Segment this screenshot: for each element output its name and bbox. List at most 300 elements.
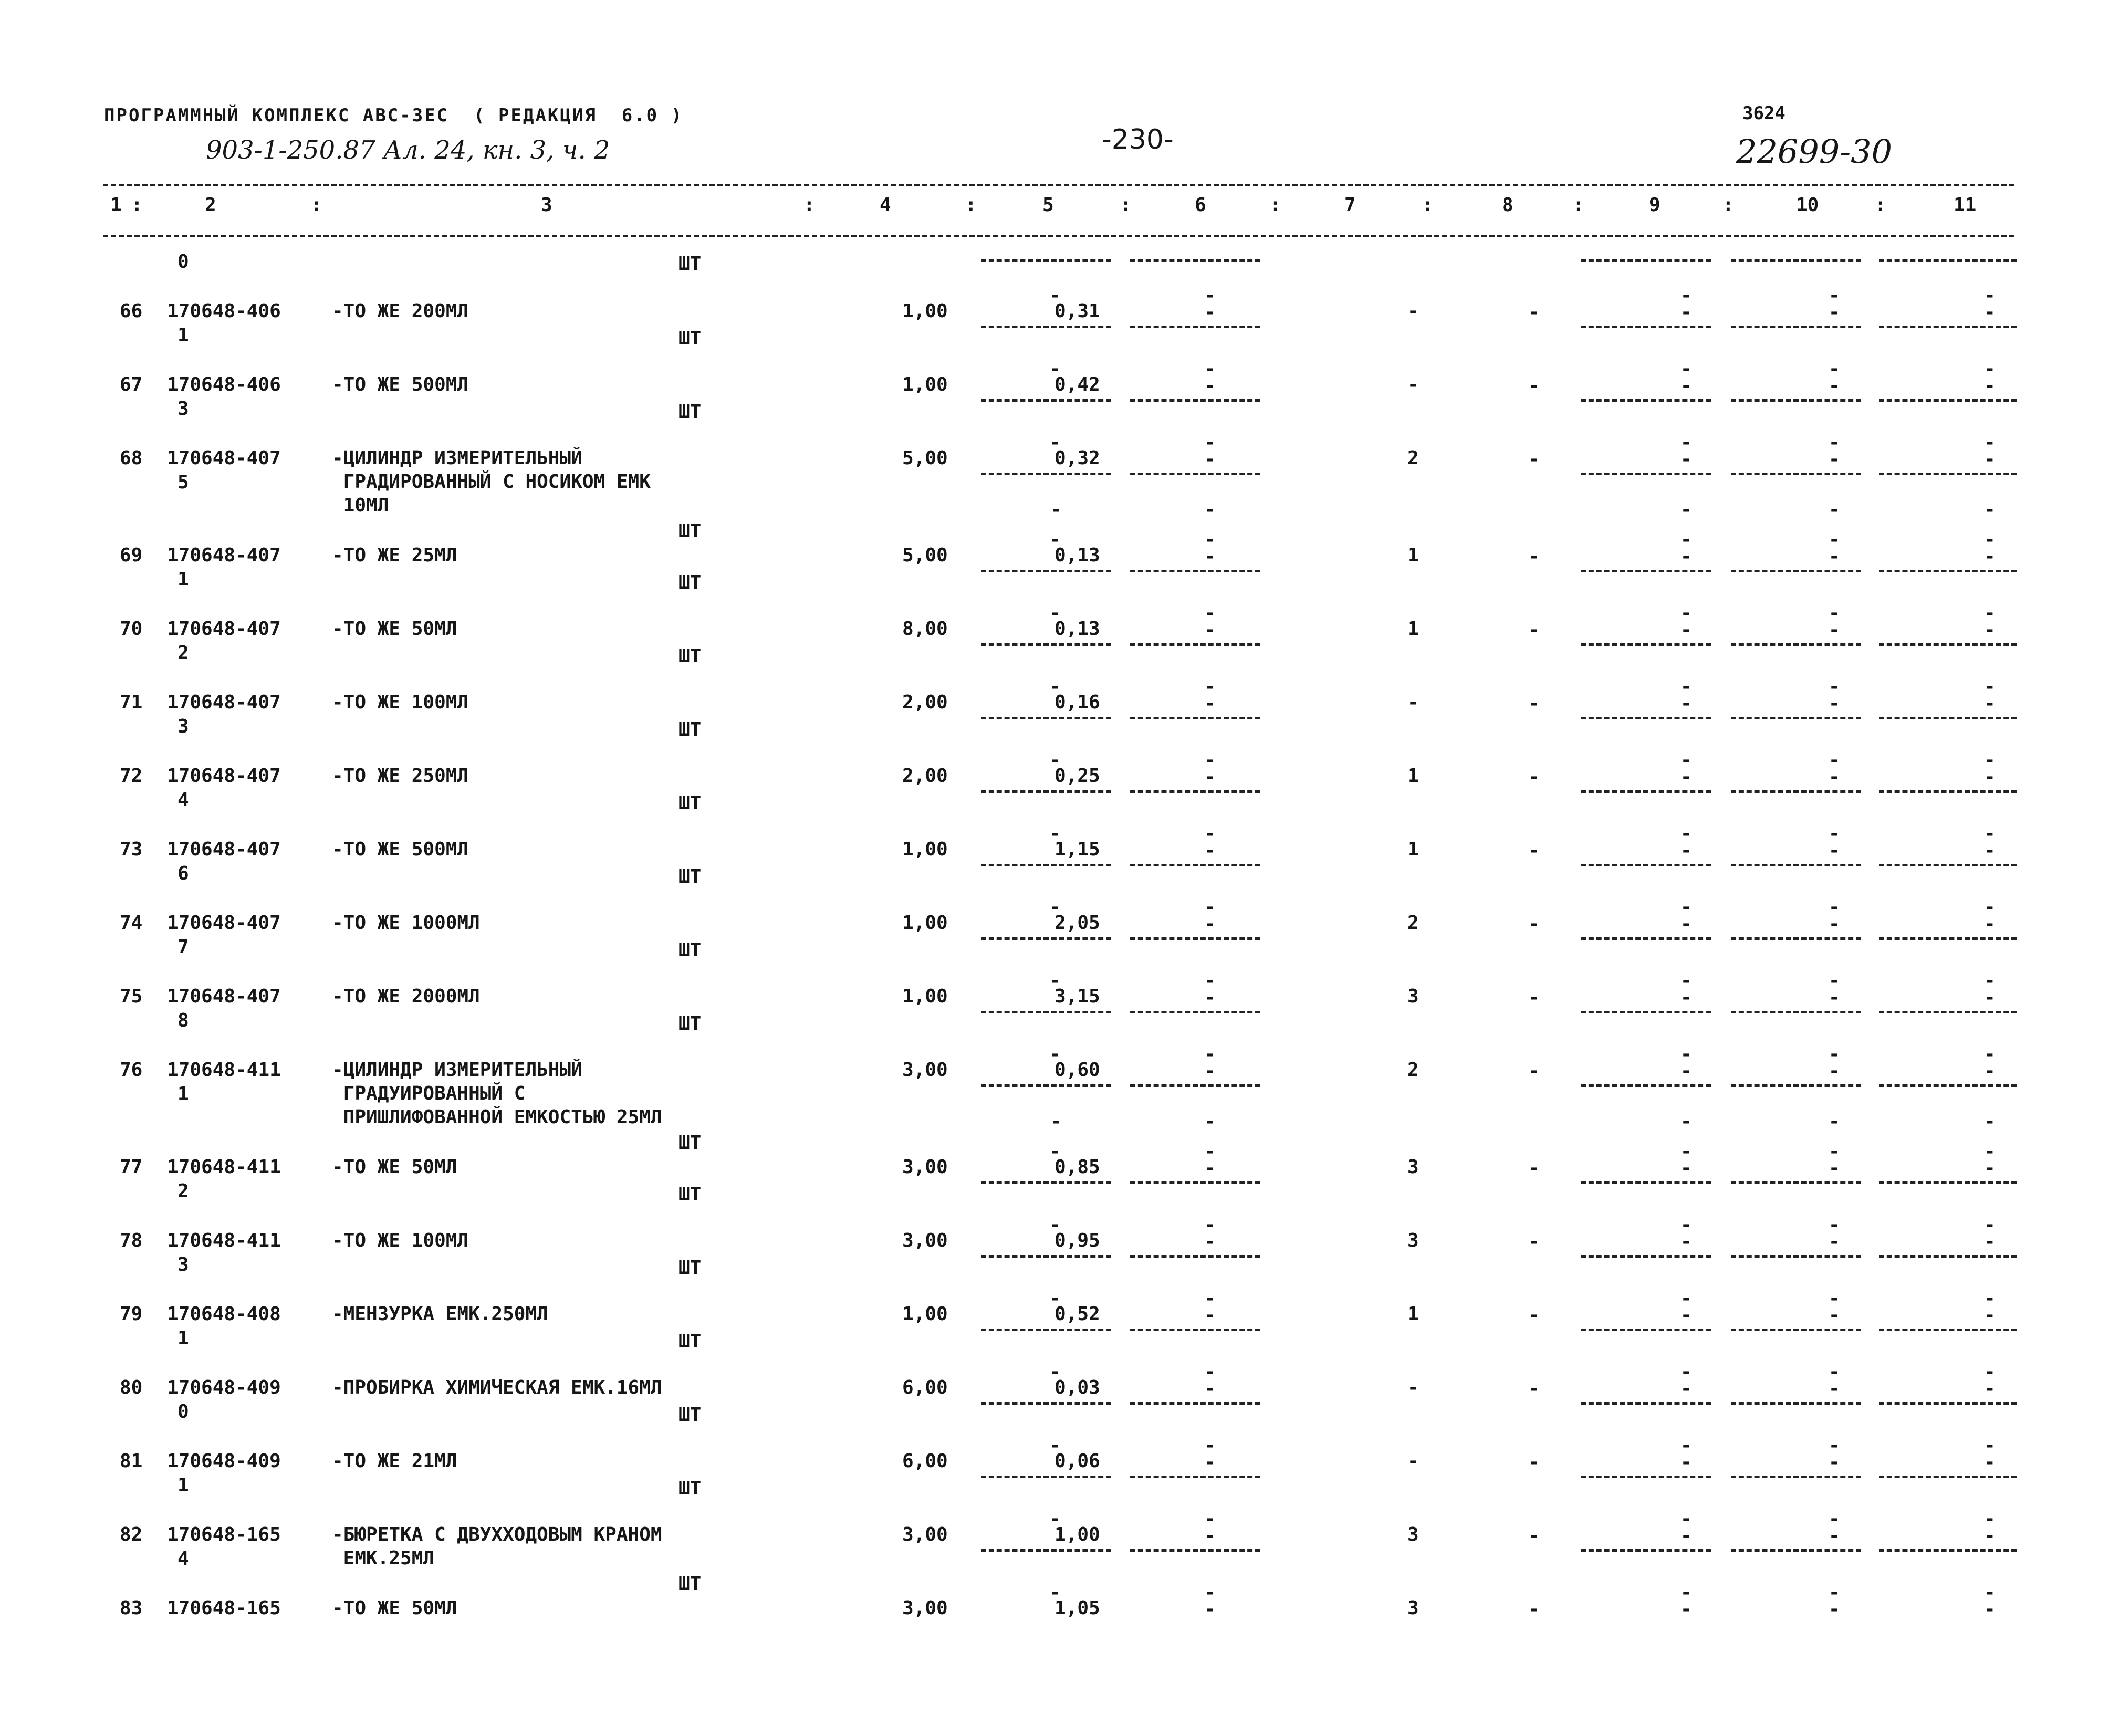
dashed-divider — [1130, 473, 1260, 475]
dash-mark: - — [1984, 896, 1996, 918]
column-7-value: 2 — [1407, 912, 1419, 934]
dash-mark: - — [1984, 602, 1996, 624]
dashed-divider — [1130, 1329, 1260, 1331]
unit-cost: 0,52 — [1054, 1303, 1100, 1325]
dash-mark: - — [1829, 358, 1840, 380]
column-7-value: 3 — [1407, 1524, 1419, 1545]
dash-mark: - — [1049, 970, 1061, 991]
dashed-divider — [1130, 326, 1260, 328]
dashed-divider — [1130, 937, 1260, 940]
dash-mark: - — [1528, 546, 1540, 567]
dash-mark: - — [1528, 448, 1540, 470]
quantity: 1,00 — [902, 839, 948, 860]
item-unit: ШТ — [678, 328, 702, 349]
dashed-divider — [981, 399, 1111, 402]
dash-mark: - — [1049, 1435, 1061, 1456]
unit-cost: 1,05 — [1054, 1597, 1100, 1619]
dash-mark: - — [1984, 1214, 1996, 1236]
dash-mark: - — [1049, 749, 1061, 771]
dash-mark: - — [1204, 1361, 1216, 1383]
item-unit: ШТ — [678, 1331, 702, 1352]
item-name: -ТО ЖЕ 100МЛ — [332, 1230, 469, 1251]
item-name: -ТО ЖЕ 50МЛ — [332, 618, 457, 640]
dashed-divider — [1581, 1255, 1711, 1258]
item-name: -ТО ЖЕ 50МЛ — [332, 1156, 457, 1178]
dashed-divider — [1130, 717, 1260, 719]
dash-mark: - — [1829, 529, 1840, 550]
row-number: 70 — [120, 618, 143, 640]
dashed-divider — [1731, 399, 1861, 402]
dashed-divider — [1731, 259, 1861, 262]
unit-cost: 3,15 — [1054, 986, 1100, 1007]
dashed-divider — [1130, 399, 1260, 402]
dash-mark: - — [1049, 285, 1061, 306]
unit-cost: 0,32 — [1054, 447, 1100, 469]
dash-mark: - — [1680, 301, 1692, 323]
row-number: 82 — [120, 1524, 143, 1545]
quantity: 1,00 — [902, 374, 948, 395]
dash-mark: - — [1680, 285, 1692, 306]
code-suffix: 3 — [178, 1254, 189, 1275]
dash-mark: - — [1984, 1060, 1996, 1082]
column-7-value: - — [1407, 1377, 1419, 1398]
dash-mark: - — [1984, 1304, 1996, 1326]
dash-mark: - — [1984, 766, 1996, 788]
dash-mark: - — [1680, 970, 1692, 991]
material-code: 170648-411 — [167, 1156, 281, 1178]
dash-mark: - — [1829, 1435, 1840, 1456]
dash-mark: - — [1204, 1288, 1216, 1309]
dash-mark: - — [1204, 1060, 1216, 1082]
item-name: -ТО ЖЕ 500МЛ — [332, 839, 469, 860]
column-7-value: 1 — [1407, 839, 1419, 860]
dash-mark: - — [1984, 285, 1996, 306]
dash-mark: - — [1528, 1525, 1540, 1546]
dash-mark: - — [1204, 913, 1216, 935]
dash-mark: - — [1049, 1043, 1061, 1065]
material-code: 170648-407 — [167, 618, 281, 640]
dash-mark: - — [1528, 913, 1540, 935]
dashed-divider — [981, 864, 1111, 866]
dashed-divider — [1581, 399, 1711, 402]
dash-mark: - — [1984, 823, 1996, 844]
dash-mark: - — [1204, 766, 1216, 788]
row-number: 76 — [120, 1059, 143, 1081]
column-separator: : — [1270, 194, 1281, 216]
dashed-divider — [1581, 259, 1711, 262]
dash-mark: - — [1829, 896, 1840, 918]
column-7-value: 1 — [1407, 1303, 1419, 1325]
table-top-rule — [103, 184, 2014, 186]
column-7-value: 2 — [1407, 447, 1419, 469]
code-suffix: 2 — [178, 642, 189, 664]
dash-mark: - — [1984, 1508, 1996, 1530]
column-7-value: - — [1407, 300, 1419, 322]
column-header-6: 6 — [1195, 194, 1206, 216]
item-unit: ШТ — [678, 939, 702, 961]
dashed-divider — [1130, 864, 1260, 866]
dashed-divider — [1581, 473, 1711, 475]
unit-cost: 0,31 — [1054, 300, 1100, 322]
dash-mark: - — [1829, 1378, 1840, 1399]
item-name: -БЮРЕТКА С ДВУХХОДОВЫМ КРАНОМ ЕМК.25МЛ — [332, 1524, 662, 1569]
dashed-divider — [981, 326, 1111, 328]
dash-mark: - — [1204, 749, 1216, 771]
material-code: 170648-408 — [167, 1303, 281, 1325]
row-number: 80 — [120, 1377, 143, 1398]
dashed-divider — [981, 1084, 1111, 1087]
dash-mark: - — [1204, 499, 1216, 520]
dash-mark: - — [1984, 970, 1996, 991]
column-7-value: - — [1407, 374, 1419, 395]
dash-mark: - — [1984, 358, 1996, 380]
column-header-11: 11 — [1954, 194, 1977, 216]
quantity: 3,00 — [902, 1059, 948, 1081]
dash-mark: - — [1204, 970, 1216, 991]
dashed-divider — [1879, 326, 2017, 328]
page-number: -230- — [1102, 124, 1174, 155]
dash-mark: - — [1984, 749, 1996, 771]
unit-cost: 1,15 — [1054, 839, 1100, 860]
dashed-divider — [1731, 1011, 1861, 1013]
dash-mark: - — [1984, 1111, 1996, 1132]
code-suffix: 5 — [178, 472, 189, 493]
material-code: 170648-407 — [167, 545, 281, 566]
dash-mark: - — [1829, 1288, 1840, 1309]
dash-mark: - — [1680, 529, 1692, 550]
dash-mark: - — [1829, 1304, 1840, 1326]
dash-mark: - — [1984, 693, 1996, 714]
column-7-value: 1 — [1407, 765, 1419, 787]
dash-mark: - — [1204, 375, 1216, 396]
row-number: 74 — [120, 912, 143, 934]
dash-mark: - — [1528, 766, 1540, 788]
row-number: 79 — [120, 1303, 143, 1325]
dash-mark: - — [1984, 1378, 1996, 1399]
material-code: 170648-406 — [167, 300, 281, 322]
dash-mark: - — [1680, 448, 1692, 470]
column-separator: : — [311, 194, 322, 216]
dash-mark: - — [1829, 546, 1840, 567]
dash-mark: - — [1680, 1598, 1692, 1620]
dash-mark: - — [1528, 301, 1540, 323]
dash-mark: - — [1680, 1214, 1692, 1236]
material-code: 170648-409 — [167, 1377, 281, 1398]
dashed-divider — [1879, 1084, 2017, 1087]
continued-row-number: 0 — [178, 251, 189, 273]
dash-mark: - — [1049, 1214, 1061, 1236]
column-separator: : — [1120, 194, 1132, 216]
dashed-divider — [981, 1329, 1111, 1331]
dash-mark: - — [1528, 693, 1540, 714]
dash-mark: - — [1680, 896, 1692, 918]
dashed-divider — [1879, 937, 2017, 940]
dashed-divider — [1130, 570, 1260, 572]
dash-mark: - — [1049, 1508, 1061, 1530]
unit-cost: 2,05 — [1054, 912, 1100, 934]
material-code: 170648-165 — [167, 1597, 281, 1619]
dash-mark: - — [1680, 619, 1692, 641]
code-suffix: 1 — [178, 1474, 189, 1496]
dash-mark: - — [1984, 1157, 1996, 1179]
row-number: 78 — [120, 1230, 143, 1251]
unit-cost: 0,60 — [1054, 1059, 1100, 1081]
dashed-divider — [1879, 790, 2017, 793]
item-name: -ТО ЖЕ 25МЛ — [332, 545, 457, 566]
item-unit: ШТ — [678, 1573, 702, 1595]
quantity: 5,00 — [902, 545, 948, 566]
dash-mark: - — [1204, 1435, 1216, 1456]
dash-mark: - — [1829, 1451, 1840, 1473]
item-name: -ТО ЖЕ 50МЛ — [332, 1597, 457, 1619]
material-code: 170648-411 — [167, 1059, 281, 1081]
column-header-3: 3 — [541, 194, 552, 216]
dash-mark: - — [1204, 1157, 1216, 1179]
dash-mark: - — [1204, 546, 1216, 567]
dashed-divider — [1130, 1402, 1260, 1405]
dash-mark: - — [1528, 619, 1540, 641]
item-name: -ТО ЖЕ 21МЛ — [332, 1450, 457, 1472]
dashed-divider — [981, 937, 1111, 940]
dash-mark: - — [1984, 1288, 1996, 1309]
dashed-divider — [1581, 1329, 1711, 1331]
dash-mark: - — [1204, 1304, 1216, 1326]
column-separator: : — [1875, 194, 1886, 216]
dashed-divider — [1879, 570, 2017, 572]
dash-mark: - — [1984, 1435, 1996, 1456]
dash-mark: - — [1680, 693, 1692, 714]
material-code: 170648-165 — [167, 1524, 281, 1545]
dashed-divider — [1731, 326, 1861, 328]
dash-mark: - — [1050, 499, 1062, 520]
item-unit: ШТ — [678, 401, 702, 423]
item-unit: ШТ — [678, 1404, 702, 1426]
unit-cost: 0,85 — [1054, 1156, 1100, 1178]
dash-mark: - — [1984, 301, 1996, 323]
dashed-divider — [981, 1181, 1111, 1184]
dashed-divider — [981, 1011, 1111, 1013]
code-suffix: 6 — [178, 863, 189, 884]
row-number: 72 — [120, 765, 143, 787]
dash-mark: - — [1680, 987, 1692, 1008]
dash-mark: - — [1680, 1231, 1692, 1252]
dash-mark: - — [1680, 1582, 1692, 1603]
code-suffix: 1 — [178, 1327, 189, 1349]
item-name: -ТО ЖЕ 100МЛ — [332, 692, 469, 713]
dash-mark: - — [1984, 1141, 1996, 1162]
item-unit: ШТ — [678, 1478, 702, 1499]
column-separator: : — [965, 194, 977, 216]
dash-mark: - — [1829, 619, 1840, 641]
dash-mark: - — [1829, 749, 1840, 771]
dash-mark: - — [1204, 987, 1216, 1008]
item-unit: ШТ — [678, 792, 702, 814]
dash-mark: - — [1204, 1111, 1216, 1132]
dash-mark: - — [1204, 432, 1216, 453]
dashed-divider — [1879, 473, 2017, 475]
dashed-divider — [1879, 1549, 2017, 1552]
dash-mark: - — [1984, 499, 1996, 520]
dashed-divider — [1731, 473, 1861, 475]
dash-mark: - — [1829, 448, 1840, 470]
dashed-divider — [1581, 937, 1711, 940]
dash-mark: - — [1680, 913, 1692, 935]
code-suffix: 3 — [178, 398, 189, 420]
dash-mark: - — [1984, 1231, 1996, 1252]
dashed-divider — [981, 717, 1111, 719]
item-name: -ПРОБИРКА ХИМИЧЕСКАЯ ЕМК.16МЛ — [332, 1377, 662, 1398]
table-header-rule — [103, 235, 2014, 237]
dashed-divider — [1581, 1011, 1711, 1013]
dashed-divider — [1581, 717, 1711, 719]
dashed-divider — [981, 570, 1111, 572]
material-code: 170648-407 — [167, 692, 281, 713]
dash-mark: - — [1680, 1525, 1692, 1546]
code-suffix: 1 — [178, 325, 189, 346]
dash-mark: - — [1680, 1304, 1692, 1326]
column-separator: : — [1573, 194, 1584, 216]
column-separator: : — [803, 194, 815, 216]
dash-mark: - — [1204, 529, 1216, 550]
continued-row-unit: ШТ — [678, 253, 702, 275]
code-suffix: 0 — [178, 1401, 189, 1423]
dash-mark: - — [1049, 432, 1061, 453]
dashed-divider — [1581, 326, 1711, 328]
dashed-divider — [1731, 1084, 1861, 1087]
dash-mark: - — [1528, 1598, 1540, 1620]
dash-mark: - — [1049, 676, 1061, 697]
dash-mark: - — [1204, 301, 1216, 323]
item-name: -МЕНЗУРКА ЕМК.250МЛ — [332, 1303, 548, 1325]
dashed-divider — [1581, 1402, 1711, 1405]
dash-mark: - — [1829, 987, 1840, 1008]
column-header-1: 1 — [110, 194, 122, 216]
row-number: 68 — [120, 447, 143, 469]
dash-mark: - — [1204, 1231, 1216, 1252]
unit-cost: 0,16 — [1054, 692, 1100, 713]
item-name: -ЦИЛИНДР ИЗМЕРИТЕЛЬНЫЙ ГРАДУИРОВАННЫЙ С ПРИШЛИФОВАННОЙ ЕМКОСТЬЮ 25МЛ — [332, 1059, 662, 1128]
dash-mark: - — [1528, 840, 1540, 861]
dash-mark: - — [1984, 987, 1996, 1008]
code-suffix: 4 — [178, 1548, 189, 1570]
dashed-divider — [1879, 1329, 2017, 1331]
material-code: 170648-407 — [167, 839, 281, 860]
dash-mark: - — [1680, 1361, 1692, 1383]
dashed-divider — [1130, 259, 1260, 262]
dashed-divider — [1731, 1329, 1861, 1331]
code-suffix: 1 — [178, 1083, 189, 1105]
dash-mark: - — [1829, 970, 1840, 991]
dash-mark: - — [1204, 1214, 1216, 1236]
material-code: 170648-406 — [167, 374, 281, 395]
dash-mark: - — [1528, 1451, 1540, 1473]
dash-mark: - — [1204, 1508, 1216, 1530]
dash-mark: - — [1829, 823, 1840, 844]
dash-mark: - — [1829, 1141, 1840, 1162]
dashed-divider — [1130, 790, 1260, 793]
dashed-divider — [1879, 259, 2017, 262]
item-unit: ШТ — [678, 645, 702, 667]
dash-mark: - — [1680, 358, 1692, 380]
dash-mark: - — [1680, 1060, 1692, 1082]
dash-mark: - — [1680, 1508, 1692, 1530]
column-7-value: 1 — [1407, 618, 1419, 640]
dash-mark: - — [1049, 1582, 1061, 1603]
dash-mark: - — [1829, 301, 1840, 323]
dash-mark: - — [1984, 1525, 1996, 1546]
dash-mark: - — [1680, 1435, 1692, 1456]
dash-mark: - — [1528, 987, 1540, 1008]
dash-mark: - — [1829, 375, 1840, 396]
row-number: 75 — [120, 986, 143, 1007]
dash-mark: - — [1829, 1214, 1840, 1236]
column-7-value: - — [1407, 1450, 1419, 1472]
unit-cost: 0,13 — [1054, 618, 1100, 640]
dash-mark: - — [1680, 432, 1692, 453]
dash-mark: - — [1680, 766, 1692, 788]
dash-mark: - — [1680, 1157, 1692, 1179]
document-code: 22699-30 — [1736, 132, 1893, 171]
dash-mark: - — [1204, 358, 1216, 380]
dash-mark: - — [1680, 375, 1692, 396]
dash-mark: - — [1049, 602, 1061, 624]
dash-mark: - — [1829, 1060, 1840, 1082]
code-suffix: 4 — [178, 789, 189, 811]
dash-mark: - — [1984, 448, 1996, 470]
dash-mark: - — [1984, 840, 1996, 861]
column-header-10: 10 — [1796, 194, 1819, 216]
quantity: 3,00 — [902, 1524, 948, 1545]
dashed-divider — [1581, 1181, 1711, 1184]
dashed-divider — [1581, 1476, 1711, 1478]
dash-mark: - — [1049, 823, 1061, 844]
dash-mark: - — [1204, 602, 1216, 624]
quantity: 8,00 — [902, 618, 948, 640]
dash-mark: - — [1204, 1582, 1216, 1603]
item-unit: ШТ — [678, 1184, 702, 1205]
dash-mark: - — [1984, 375, 1996, 396]
dashed-divider — [1731, 717, 1861, 719]
dashed-divider — [1731, 937, 1861, 940]
quantity: 3,00 — [902, 1156, 948, 1178]
item-unit: ШТ — [678, 1132, 702, 1154]
column-header-5: 5 — [1042, 194, 1054, 216]
unit-cost: 1,00 — [1054, 1524, 1100, 1545]
dash-mark: - — [1680, 499, 1692, 520]
code-suffix: 8 — [178, 1010, 189, 1031]
dashed-divider — [981, 1476, 1111, 1478]
dashed-divider — [1879, 1011, 2017, 1013]
dash-mark: - — [1049, 1361, 1061, 1383]
dash-mark: - — [1829, 1043, 1840, 1065]
quantity: 6,00 — [902, 1450, 948, 1472]
dashed-divider — [1130, 643, 1260, 646]
dashed-divider — [1130, 1255, 1260, 1258]
item-name: -ТО ЖЕ 200МЛ — [332, 300, 469, 322]
item-unit: ШТ — [678, 719, 702, 740]
dash-mark: - — [1829, 1111, 1840, 1132]
dash-mark: - — [1829, 285, 1840, 306]
dash-mark: - — [1528, 1304, 1540, 1326]
dash-mark: - — [1984, 529, 1996, 550]
dash-mark: - — [1528, 1060, 1540, 1082]
dashed-divider — [1879, 717, 2017, 719]
dash-mark: - — [1528, 1231, 1540, 1252]
item-unit: ШТ — [678, 520, 702, 542]
row-number: 77 — [120, 1156, 143, 1178]
dashed-divider — [981, 1549, 1111, 1552]
quantity: 1,00 — [902, 986, 948, 1007]
